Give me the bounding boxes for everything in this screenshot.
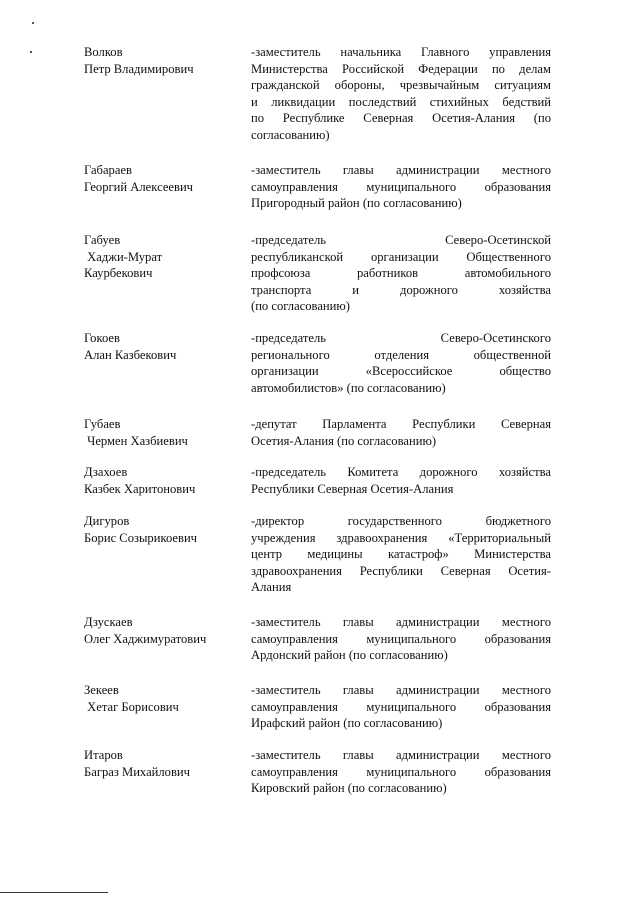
role-line: гражданской обороны, чрезвычайным ситуациям (251, 78, 551, 93)
role-line: согласованию) (251, 127, 330, 142)
role-line: республиканской организации Общественного (251, 249, 551, 264)
member-given-name: Алан Казбекович (84, 347, 177, 362)
role-line: автомобилистов» (по согласованию) (251, 380, 446, 395)
member-given-name: Чермен Хазбиевич (84, 433, 188, 448)
footnote-rule (0, 892, 108, 893)
role-line: по Республике Северная Осетия-Алания (по (251, 111, 551, 126)
member-name (84, 44, 234, 77)
role-line: самоуправления муниципального образования (251, 764, 551, 779)
member-name (84, 330, 234, 363)
role-line: Кировский район (по согласованию) (251, 781, 447, 796)
member-role (251, 232, 551, 315)
role-line: транспорта и дорожного хозяйства (251, 282, 551, 297)
role-line: регионального отделения общественной (251, 347, 551, 362)
role-line: Республики Северная Осетия-Алания (251, 481, 454, 496)
role-line: Министерства Российской Федерации по делам (251, 61, 551, 76)
scan-speck (32, 22, 34, 24)
role-line: центр медицины катастроф» Министерства (251, 547, 551, 562)
member-role (251, 416, 551, 449)
role-line: учреждения здравоохранения «Территориальный (251, 530, 551, 545)
role-line: и ликвидации последствий стихийных бедствий (251, 94, 551, 109)
member-name (84, 747, 234, 780)
member-role (251, 330, 551, 396)
member-given-name: Георгий Алексеевич (84, 179, 194, 194)
role-line: -заместитель главы администрации местного (251, 163, 551, 177)
member-surname: Дзахоев (84, 465, 128, 479)
member-given-name: Хаджи-Мурат (84, 249, 163, 264)
member-given-name: Олег Хаджимуратович (84, 631, 207, 646)
member-role (251, 682, 551, 732)
member-role (251, 614, 551, 664)
member-given-name: Петр Владимирович (84, 61, 194, 76)
role-line: -председатель Северо-Осетинского (251, 331, 551, 345)
role-line: -заместитель главы администрации местного (251, 615, 551, 629)
scan-speck (30, 51, 32, 53)
member-role (251, 44, 551, 144)
member-name (84, 464, 234, 497)
member-role (251, 747, 551, 797)
member-role (251, 513, 551, 596)
member-name (84, 162, 234, 195)
member-surname: Гокоев (84, 331, 120, 345)
role-line: организации «Всероссийское общество (251, 364, 551, 379)
role-line: Ирафский район (по согласованию) (251, 716, 443, 731)
role-line: самоуправления муниципального образования (251, 179, 551, 194)
member-role (251, 162, 551, 212)
role-line: -заместитель главы администрации местного (251, 748, 551, 762)
member-surname: Итаров (84, 748, 123, 762)
role-line: -депутат Парламента Республики Северная (251, 417, 551, 431)
member-surname: Волков (84, 45, 123, 59)
role-line: здравоохранения Республики Северная Осетия- (251, 563, 551, 578)
member-given-name: Казбек Харитонович (84, 481, 196, 496)
member-name (84, 416, 234, 449)
member-name (84, 682, 234, 715)
member-given-name: Борис Созырикоевич (84, 530, 198, 545)
member-surname: Габараев (84, 163, 132, 177)
member-name (84, 614, 234, 647)
member-name (84, 513, 234, 546)
role-line: профсоюза работников автомобильного (251, 266, 551, 281)
member-surname: Дзускаев (84, 615, 133, 629)
member-name (84, 232, 234, 282)
role-line: Пригородный район (по согласованию) (251, 196, 462, 211)
role-line: -заместитель начальника Главного управления (251, 45, 551, 59)
role-line: Ардонский район (по согласованию) (251, 648, 448, 663)
role-line: -заместитель главы администрации местного (251, 683, 551, 697)
role-line: -председатель Северо-Осетинской (251, 233, 551, 247)
role-line: -директор государственного бюджетного (251, 514, 551, 528)
member-role (251, 464, 551, 497)
member-given-name: Хетаг Борисович (84, 699, 179, 714)
member-surname: Губаев (84, 417, 121, 431)
role-line: самоуправления муниципального образования (251, 699, 551, 714)
role-line: Осетия-Алания (по согласованию) (251, 433, 437, 448)
member-surname: Дигуров (84, 514, 130, 528)
member-given-name: Баграз Михайлович (84, 764, 190, 779)
member-surname: Габуев (84, 233, 121, 247)
role-line: самоуправления муниципального образования (251, 631, 551, 646)
role-line: -председатель Комитета дорожного хозяйства (251, 465, 551, 479)
member-patronymic: Каурбекович (84, 266, 153, 281)
role-line: (по согласованию) (251, 299, 351, 314)
role-line: Алания (251, 580, 292, 595)
member-surname: Зекеев (84, 683, 119, 697)
